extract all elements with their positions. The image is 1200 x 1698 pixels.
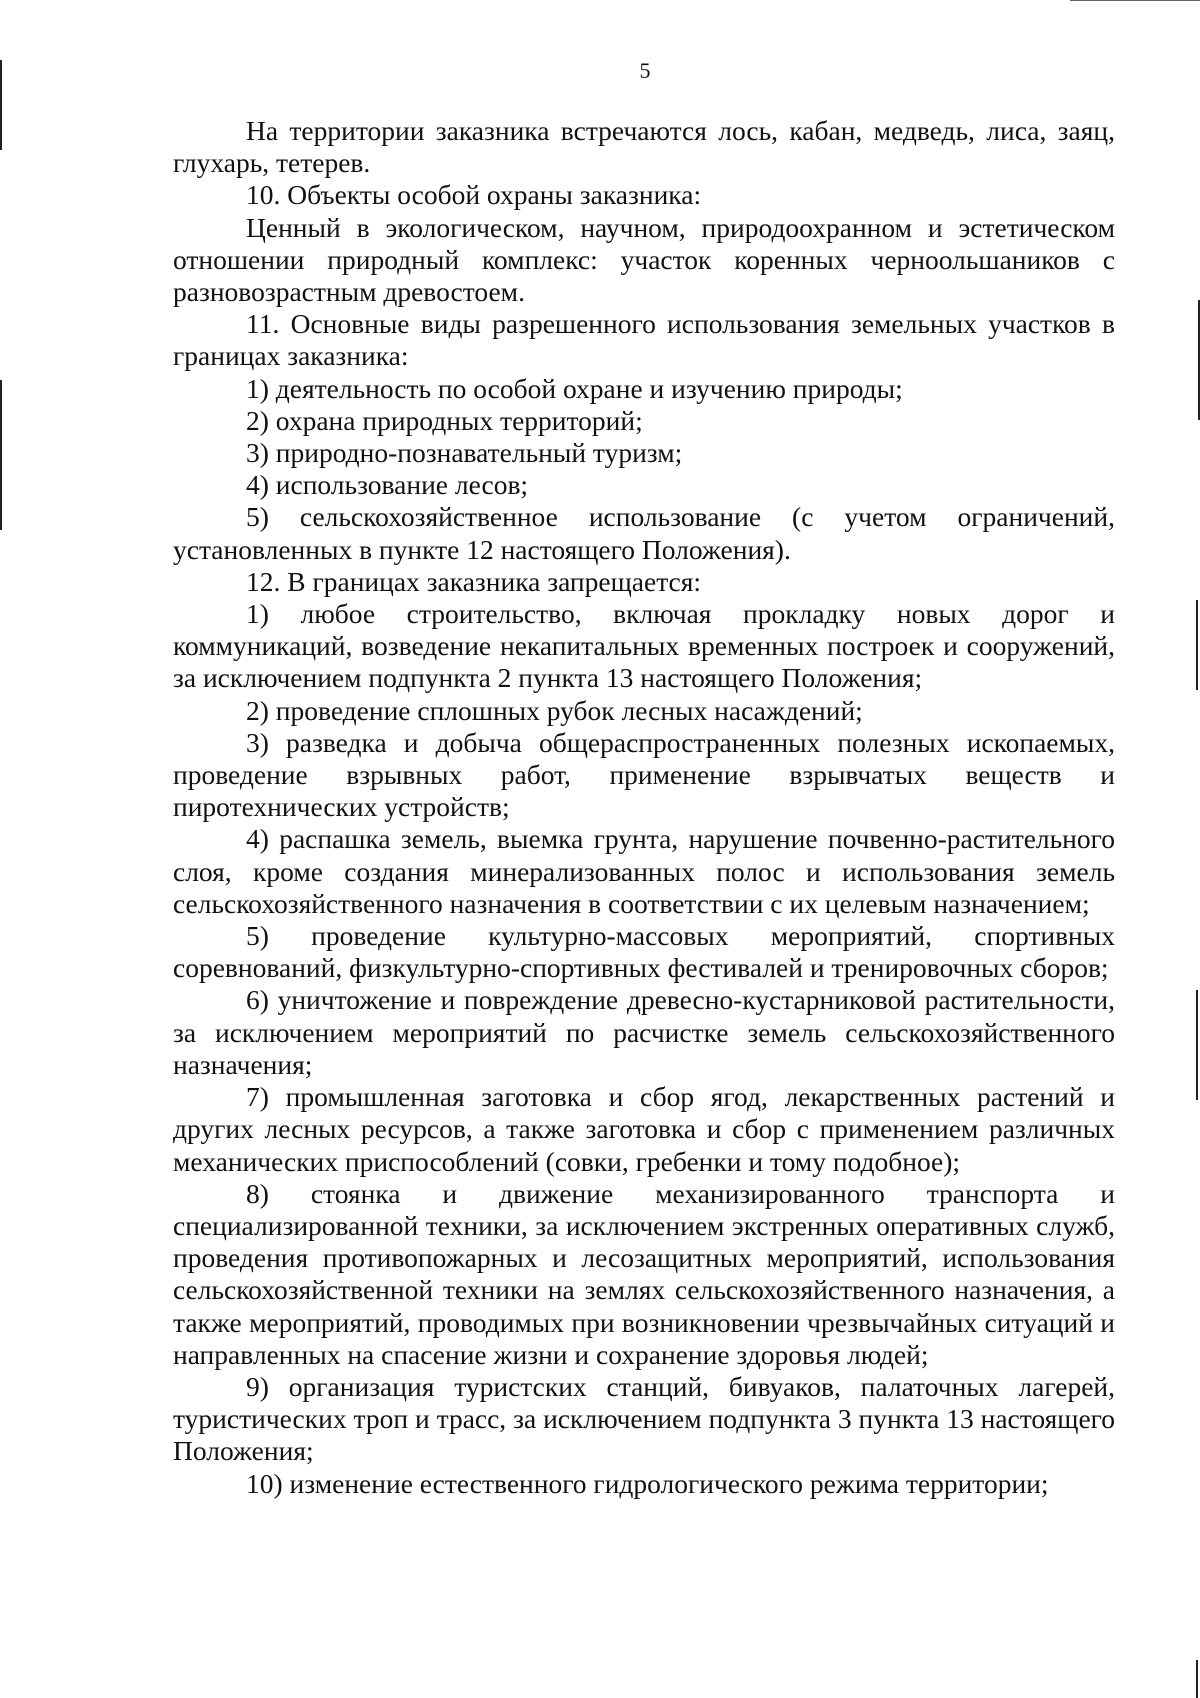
- scan-edge-mark: [1196, 600, 1198, 690]
- list-item-12-1: 1) любое строительство, включая прокладку новых дорог и коммуникаций, возведение некапитальных временных построек и сооружений, за исключением подпункта 2 пункта 13 настоящего Положения;: [173, 598, 1115, 694]
- document-body: [173, 115, 1115, 1500]
- list-item-12-2: 2) проведение сплошных рубок лесных насаждений;: [246, 694, 863, 726]
- scan-edge-line: [1070, 0, 1200, 1]
- paragraph-fauna: На территории заказника встречаются лось, кабан, медведь, лиса, заяц, глухарь, тетерев.: [173, 115, 1115, 179]
- list-item-11-3: 3) природно-познавательный туризм;: [246, 437, 683, 469]
- list-item-12-9: 9) организация туристских станций, бивуаков, палаточных лагерей, туристических троп и трасс, за исключением подпункта 3 пункта 13 настоящего Положения;: [173, 1370, 1115, 1467]
- list-item-12-7: 7) промышленная заготовка и сбор ягод, лекарственных растений и других лесных ресурсов, а также заготовка и сбор с применением различных механических приспособлений (совки, гребенки и тому подобное);: [173, 1081, 1115, 1177]
- list-item-12-10: 10) изменение естественного гидрологического режима территории;: [246, 1467, 1049, 1499]
- paragraph-protected-objects: Ценный в экологическом, научном, природоохранном и эстетическом отношении природный комплекс: участок коренных черноольшаников с разновозрастным древостоем.: [173, 211, 1115, 308]
- scan-edge-mark: [1196, 1660, 1198, 1698]
- scan-edge-mark: [0, 380, 2, 530]
- paragraph-section-12-heading: 12. В границах заказника запрещается:: [246, 565, 702, 597]
- list-item-12-5: 5) проведение культурно-массовых мероприятий, спортивных соревнований, физкультурно-спортивных фестивалей и тренировочных сборов;: [173, 920, 1115, 984]
- list-item-12-6: 6) уничтожение и повреждение древесно-кустарниковой растительности, за исключением мероприятий по расчистке земель сельскохозяйственного назначения;: [173, 984, 1115, 1080]
- scan-edge-mark: [0, 60, 2, 150]
- list-item-11-4: 4) использование лесов;: [246, 469, 529, 501]
- paragraph-section-10-heading: 10. Объекты особой охраны заказника:: [246, 179, 702, 211]
- list-item-12-4: 4) распашка земель, выемка грунта, нарушение почвенно-растительного слоя, кроме создания минерализованных полос и использования земель сельскохозяйственного назначения в соответствии с их целевым назначением;: [173, 823, 1115, 919]
- list-item-12-8: 8) стоянка и движение механизированного транспорта и специализированной техники, за исключением экстренных оперативных служб, проведения противопожарных и лесозащитных мероприятий, использования сельскохозяйственной техники на землях сельскохозяйственного назначения, а также мероприятий, проводимых при возникновении чрезвычайных ситуаций и направленных на спасение жизни и сохранение здоровья людей;: [173, 1177, 1115, 1370]
- paragraph-section-11-heading: 11. Основные виды разрешенного использования земельных участков в границах заказника:: [173, 308, 1115, 372]
- list-item-11-2: 2) охрана природных территорий;: [246, 404, 643, 436]
- scan-edge-mark: [1196, 990, 1198, 1100]
- list-item-11-5: 5) сельскохозяйственное использование (с учетом ограничений, установленных в пункте 12 настоящего Положения).: [173, 501, 1115, 565]
- list-item-11-1: 1) деятельность по особой охране и изучению природы;: [246, 372, 903, 404]
- page-number: 5: [639, 58, 651, 83]
- list-item-12-3: 3) разведка и добыча общераспространенных полезных ископаемых, проведение взрывных работ, применение взрывчатых веществ и пиротехнических устройств;: [173, 726, 1115, 823]
